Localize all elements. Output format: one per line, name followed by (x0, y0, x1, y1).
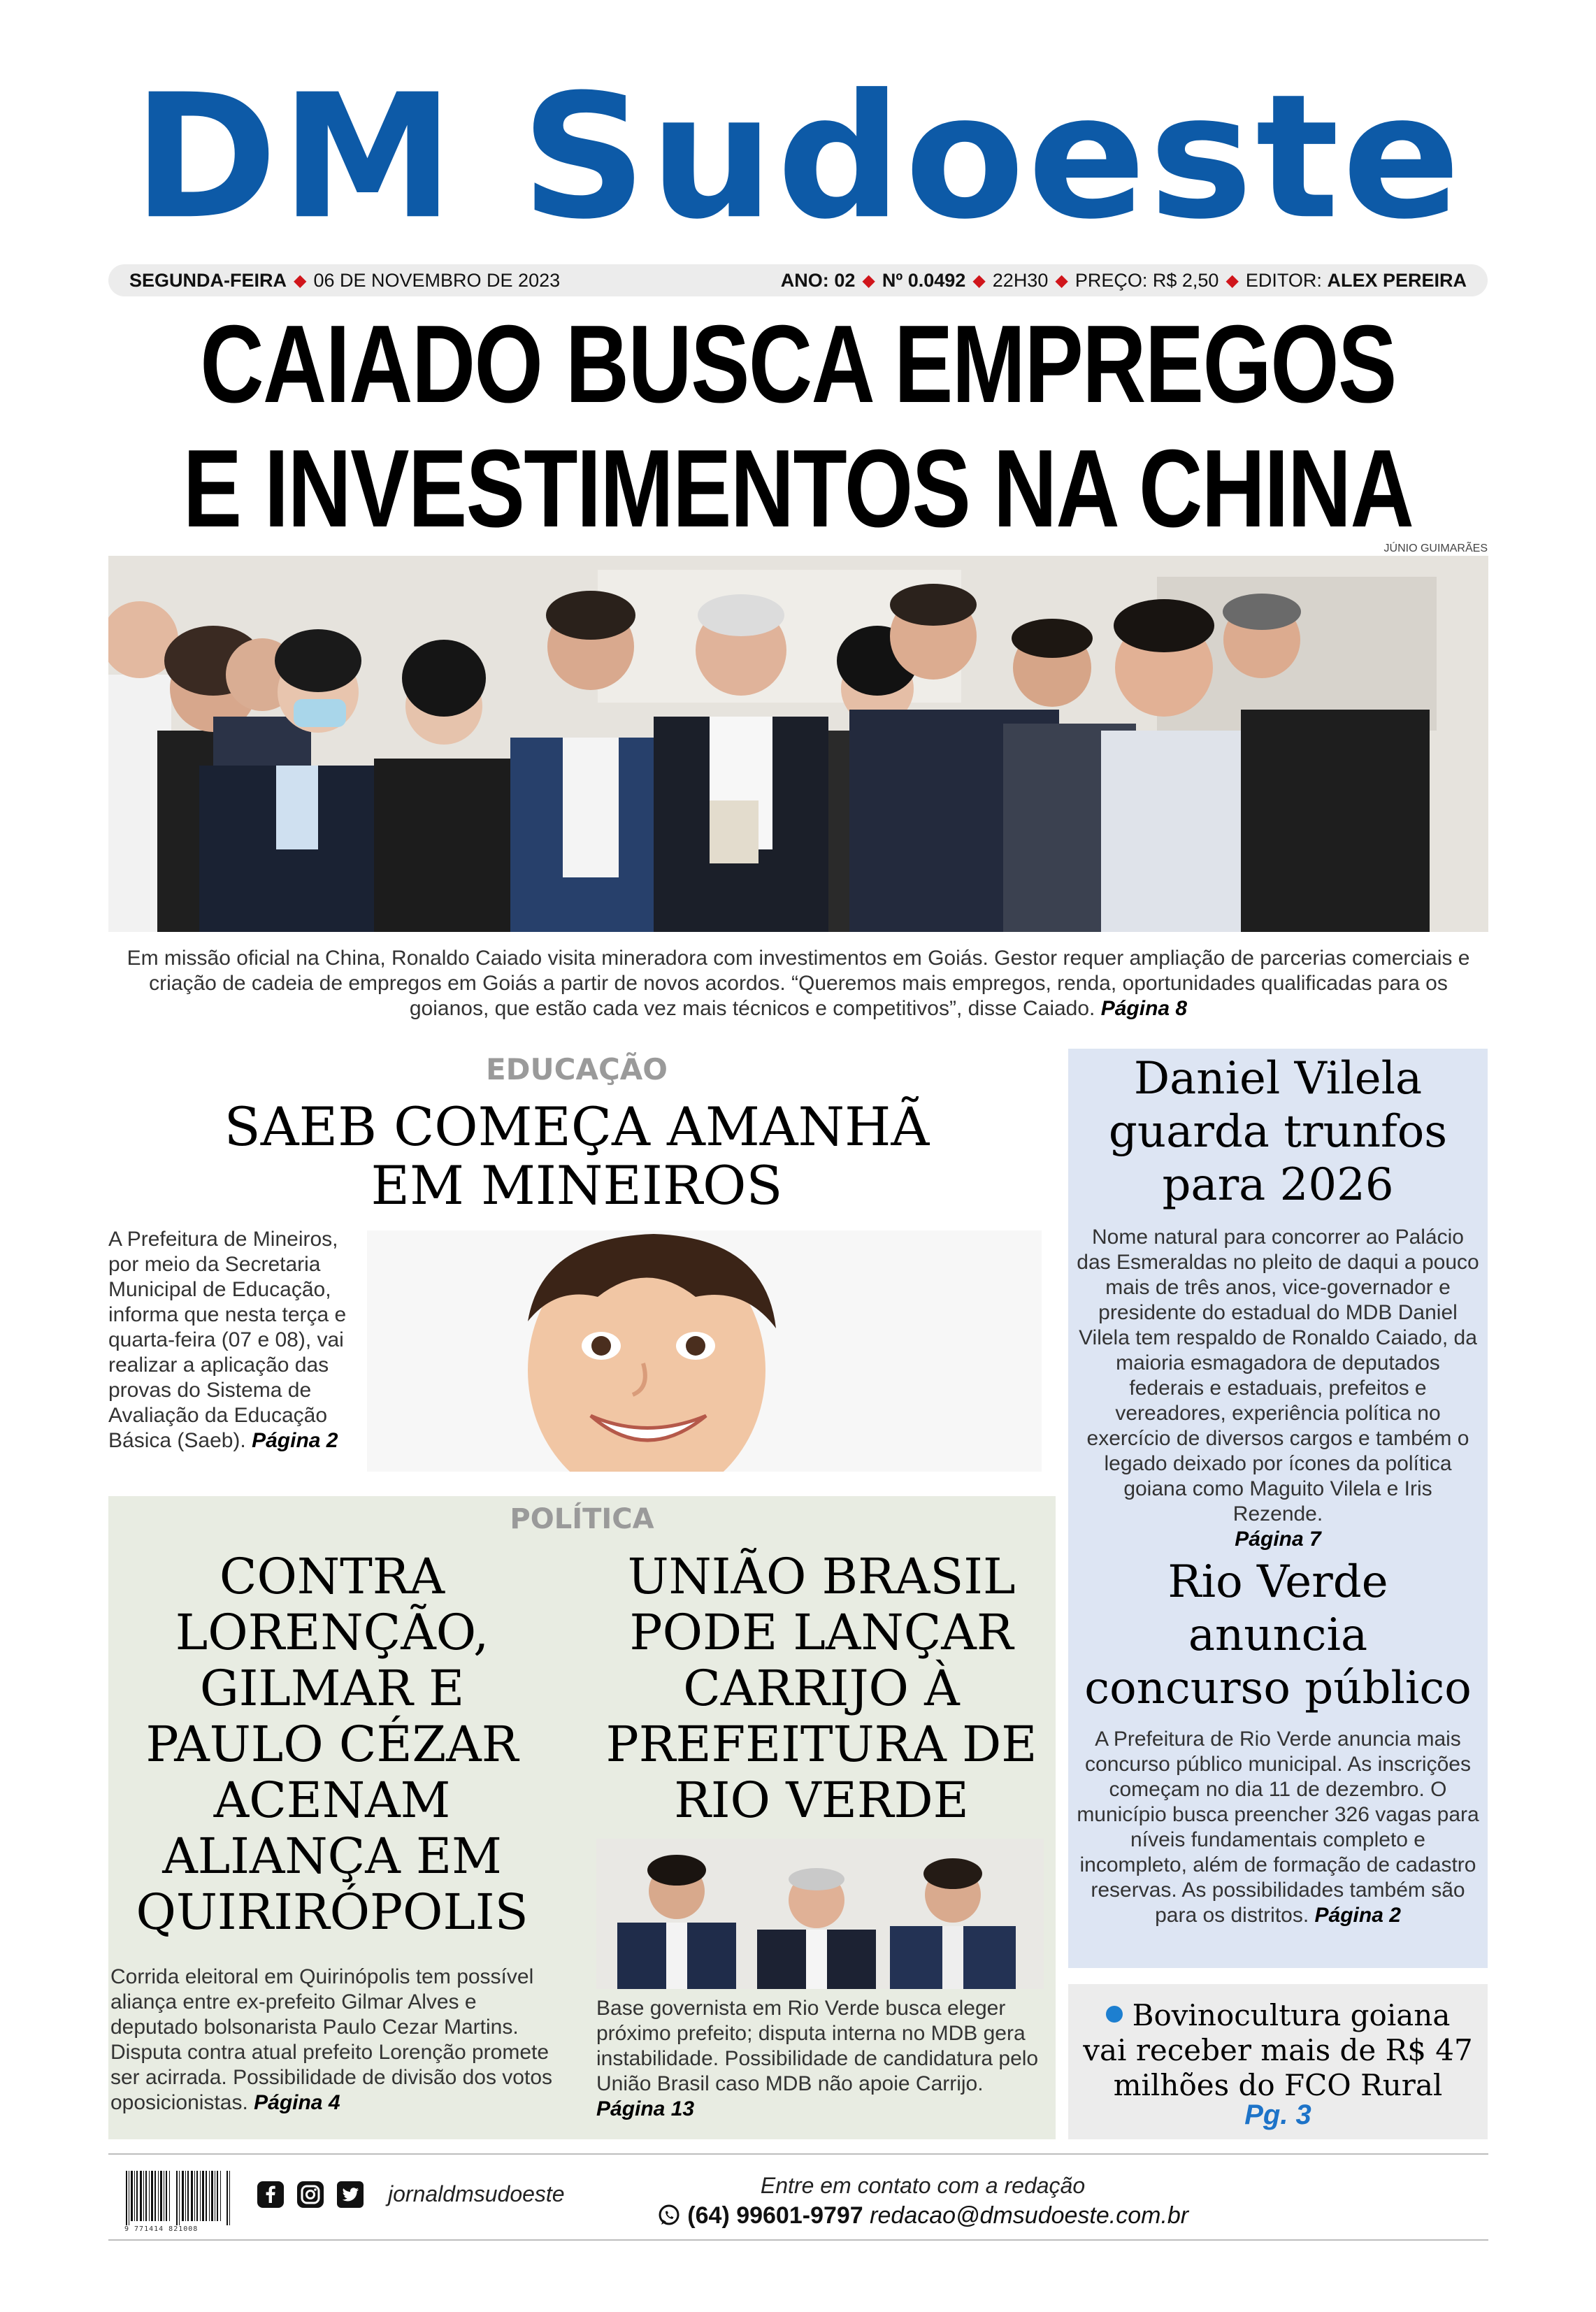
headline-line-1: CAIADO BUSCA EMPREGOS (200, 303, 1396, 426)
daniel-vilela-headline[interactable] (1068, 1052, 1488, 1212)
barcode-icon (124, 2171, 233, 2225)
politica-story2-text: Base governista em Rio Verde busca eleger próximo prefeito; disputa interna no MDB gera instabilidade. Possibilidade de candidatura pelo União Brasil caso MDB não apoie Carrijo. (596, 1997, 1039, 2095)
politica-story2-page-ref[interactable]: Página 13 (596, 2097, 695, 2120)
bovinocultura-page-ref[interactable]: Pg. 3 (1244, 2099, 1311, 2130)
diamond-icon: ◆ (972, 271, 986, 290)
issue-time: 22H30 (992, 269, 1049, 291)
headline-line: RIO VERDE (674, 1772, 969, 1829)
main-headline[interactable] (159, 302, 1436, 551)
politica-story1-text: Corrida eleitoral em Quirinópolis tem possível aliança entre ex-prefeito Gilmar Alves e deputado bolsonarista Paulo Cezar Martins. Disputa contra atual prefeito Lorenção promete ser acirrada. Possibilidade de divisão dos votos oposicionistas. (110, 1965, 553, 2114)
daniel-vilela-page-ref[interactable]: Página 7 (1235, 1528, 1321, 1551)
child-photo-illustration (367, 1230, 1042, 1472)
politica-story1-page-ref[interactable]: Página 4 (254, 2091, 340, 2114)
headline-line: PREFEITURA DE (605, 1716, 1037, 1773)
rio-verde-summary (1077, 1727, 1479, 1928)
issue-date: 06 DE NOVEMBRO DE 2023 (313, 269, 561, 291)
section-label-politica: POLÍTICA (510, 1503, 654, 1535)
headline-line: ACENAM (213, 1772, 451, 1829)
year-value: 02 (834, 269, 856, 291)
daniel-vilela-text: Nome natural para concorrer ao Palácio das Esmeraldas no pleito de daqui a pouco mais de três anos, vice-governador e presidente do estadual do MDB Daniel Vilela tem respaldo de Ronaldo Caiado, da maioria esmagadora de deputados federais e estaduais, prefeitos e vereadores, experiência política no exercício de diversos cargos e também o legado deixado por ícones da política goiana como Maguito Vilela e Iris Rezende. (1077, 1226, 1479, 1525)
year-label: ANO: (780, 269, 829, 291)
bovinocultura-line-2: vai receber mais de R$ 47 (1083, 2033, 1473, 2067)
educacao-headline-line-1: SAEB COMEÇA AMANHÃ (224, 1096, 930, 1158)
headline-line: QUIRIRÓPOLIS (136, 1883, 529, 1941)
info-strip (108, 264, 1488, 296)
headline-line: PODE LANÇAR (629, 1604, 1014, 1661)
daniel-vilela-summary (1077, 1225, 1479, 1552)
headline-line: LORENÇÃO, (175, 1604, 489, 1661)
headline-line: Daniel Vilela (1133, 1053, 1423, 1105)
diamond-icon: ◆ (294, 271, 307, 290)
main-photo-caption (108, 946, 1488, 1021)
headline-line: para 2026 (1162, 1159, 1394, 1211)
editor-label: EDITOR: (1245, 269, 1322, 291)
diamond-icon: ◆ (1225, 271, 1239, 290)
contact-label: Entre em contato com a redação (760, 2173, 1086, 2198)
contact-phone[interactable]: (64) 99601-9797 (687, 2202, 863, 2229)
headline-line: anuncia (1188, 1609, 1368, 1661)
headline-line: UNIÃO BRASIL (627, 1548, 1016, 1605)
instagram-icon[interactable] (297, 2181, 324, 2208)
bullet-icon (1106, 2006, 1123, 2023)
number-label: Nº (882, 269, 903, 291)
educacao-photo[interactable] (367, 1230, 1042, 1472)
contact-line (608, 2202, 1237, 2230)
diamond-icon: ◆ (862, 271, 875, 290)
photo-credit: JÚNIO GUIMARÃES (1383, 543, 1488, 554)
masthead-title: DM Sudoeste (132, 57, 1464, 257)
politica-story1-headline[interactable] (115, 1549, 549, 1940)
rio-verde-page-ref[interactable]: Página 2 (1314, 1904, 1401, 1927)
bovinocultura-line-1: Bovinocultura goiana (1132, 1998, 1451, 2032)
issue-day: SEGUNDA-FEIRA (129, 269, 287, 291)
facebook-icon[interactable] (257, 2181, 284, 2208)
educacao-headline-line-2: EM MINEIROS (371, 1154, 783, 1216)
price-label: PREÇO: (1074, 269, 1148, 291)
caption-text: Em missão oficial na China, Ronaldo Caiado visita mineradora com investimentos em Goiás. Gestor requer ampliação de parcerias comerciais e criação de cadeia de empregos em Goiás a partir de novos acordos. “Queremos mais empregos, renda, oportunidades qualificadas para os goianos, que estão cada vez mais técnicos e competitivos”, disse Caiado. (127, 947, 1470, 1020)
educacao-summary (108, 1227, 360, 1453)
educacao-page-ref[interactable]: Página 2 (252, 1429, 338, 1452)
politica-story2-headline[interactable] (591, 1549, 1052, 1828)
editor-name: ALEX PEREIRA (1327, 269, 1467, 291)
footer-bottom-rule (108, 2239, 1488, 2241)
main-photo-illustration (108, 556, 1488, 932)
rio-verde-headline[interactable] (1068, 1556, 1488, 1715)
headline-line: ALIANÇA EM (162, 1828, 502, 1885)
headline-line: guarda trunfos (1108, 1106, 1448, 1158)
politica-story1-summary (110, 1965, 558, 2116)
bovinocultura-headline[interactable] (1077, 1998, 1479, 2103)
headline-line: concurso público (1084, 1663, 1472, 1714)
whatsapp-icon (657, 2204, 681, 2227)
price-value: R$ 2,50 (1152, 269, 1219, 291)
bovinocultura-line-3: milhões do FCO Rural (1113, 2068, 1443, 2102)
rio-verde-text: A Prefeitura de Rio Verde anuncia mais concurso público municipal. As inscrições começam no dia 11 de dezembro. O município busca preencher 326 vagas para níveis fundamentais completo e incompleto, além de formação de cadastro reservas. As possibilidades também são para os distritos. (1077, 1728, 1479, 1927)
number-value: 0.0492 (907, 269, 966, 291)
social-handle[interactable]: jornaldmsudoeste (388, 2181, 565, 2206)
headline-line: GILMAR E (199, 1660, 465, 1717)
politica-story2-photo[interactable] (596, 1839, 1044, 1989)
diamond-icon: ◆ (1055, 271, 1068, 290)
politica-story2-summary (596, 1996, 1051, 2122)
main-photo[interactable] (108, 556, 1488, 932)
contact-email[interactable]: redacao@dmsudoeste.com.br (870, 2202, 1189, 2229)
educacao-headline[interactable] (108, 1098, 1045, 1215)
barcode-number: 9 771414 821008 (124, 2225, 199, 2233)
headline-line: CARRIJO À (683, 1660, 960, 1717)
three-men-photo-illustration (596, 1839, 1044, 1989)
headline-line: CONTRA (219, 1548, 445, 1605)
caption-page-ref[interactable]: Página 8 (1100, 997, 1188, 1020)
section-label-educacao: EDUCAÇÃO (485, 1052, 668, 1086)
educacao-text: A Prefeitura de Mineiros, por meio da Secretaria Municipal de Educação, informa que nesta terça e quarta-feira (07 e 08), vai realizar a aplicação das provas do Sistema de Avaliação da Educação Básica (Saeb). (108, 1228, 347, 1452)
headline-line: PAULO CÉZAR (145, 1716, 519, 1773)
headline-line: Rio Verde (1167, 1556, 1388, 1608)
footer-top-rule (108, 2153, 1488, 2155)
headline-line-2: E INVESTIMENTOS NA CHINA (182, 427, 1414, 550)
twitter-icon[interactable] (337, 2181, 364, 2208)
